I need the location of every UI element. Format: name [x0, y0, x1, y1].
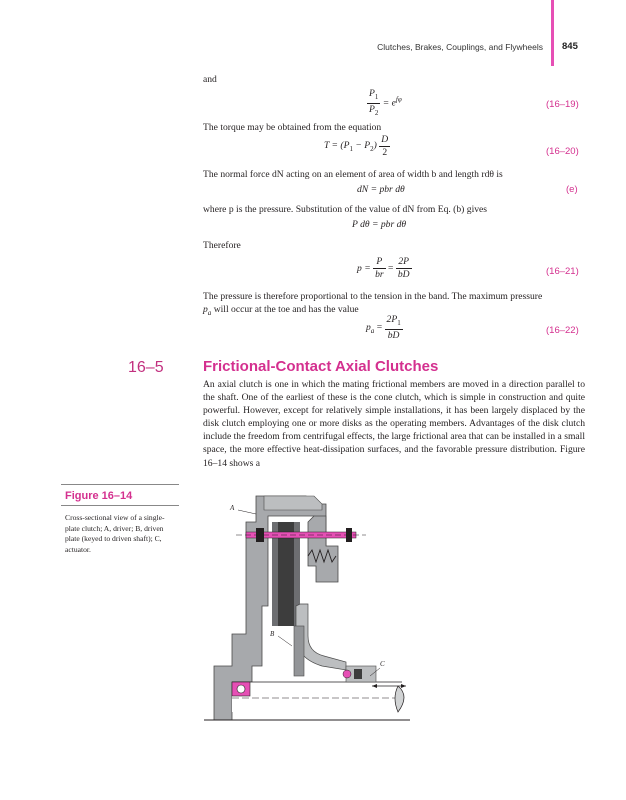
hub-web	[294, 626, 304, 676]
label-c: C	[380, 660, 385, 668]
figure-label-rule	[61, 505, 179, 506]
equation-16-20: $T = (P_1 - P_2)$ $\frac{D}{2}$	[324, 134, 389, 158]
eq-number-16-19: (16–19)	[546, 99, 579, 110]
equation-16-19: $\frac{P_1}{P_2}$ = $e^{f\varphi}$	[369, 88, 402, 117]
text-pa: $p_a$ will occur at the toe and has the value	[203, 304, 359, 317]
equation-16-21: p = $\frac{P}{br}$ = $\frac{2P}{bD}$	[357, 256, 410, 280]
eq-16-22-fraction: $\frac{2P_1}{bD}$	[386, 314, 401, 341]
eq-number-16-21: (16–21)	[546, 266, 579, 277]
actuator-bearing-pink	[343, 670, 351, 678]
eq-16-21-fraction-1: $\frac{P}{br}$	[375, 256, 384, 280]
equation-16-22: $p_a$ = $\frac{2P_1}{bD}$	[366, 314, 401, 341]
eq-16-20-fraction: $\frac{D}{2}$	[381, 134, 389, 158]
clutch-cross-section-figure	[196, 486, 420, 732]
running-title: Clutches, Brakes, Couplings, and Flywheels	[377, 42, 543, 52]
text-normal-force: The normal force dN acting on an element of area of width b and length rdθ is	[203, 169, 503, 180]
label-b: B	[270, 630, 275, 638]
eq-number-e: (e)	[566, 184, 578, 195]
section-number: 16–5	[128, 359, 164, 376]
pressure-plate	[308, 516, 338, 582]
section-title: Frictional-Contact Axial Clutches	[203, 358, 439, 375]
eq-16-21-fraction-2: $\frac{2P}{bD}$	[397, 256, 410, 280]
header-accent-rule	[551, 0, 554, 66]
eq-number-16-20: (16–20)	[546, 146, 579, 157]
text-proportional: The pressure is therefore proportional to the tension in the band. The maximum pressure	[203, 291, 543, 302]
text-and: and	[203, 74, 217, 85]
shaft-end	[395, 686, 404, 712]
page-number: 845	[562, 41, 578, 52]
equation-e: dN = pbr dθ	[357, 184, 405, 195]
housing-top-flange	[264, 496, 322, 510]
text-therefore: Therefore	[203, 240, 241, 251]
label-a: A	[230, 504, 235, 512]
figure-label: Figure 16–14	[65, 490, 133, 502]
actuator-bearing	[354, 669, 362, 679]
eq-16-19-fraction: $\frac{P_1}{P_2}$	[369, 88, 379, 117]
figure-top-rule	[61, 484, 179, 485]
leader-a	[238, 510, 256, 514]
text-torque: The torque may be obtained from the equation	[203, 122, 382, 133]
figure-caption: Cross-sectional view of a single-plate clutch; A, driver; B, driven plate (keyed to driven shaft); C, actuator.	[65, 513, 165, 554]
left-bearing-ball	[237, 685, 245, 693]
section-paragraph: An axial clutch is one in which the mating frictional members are moved in a direction parallel to the shaft. One of the earliest of these is the cone clutch, which is simple in construction and quite powerful. However, except for relatively simple installations, it has been largely displaced by the disk clutch employing one or more disks as the operating members. Advantages of the disk clutch include the freedom from centrifugal effects, the large frictional area that can be installed in a small space, the more effective heat-dissipation surfaces, and the favorable pressure distribution. Figure 16–14 shows a	[203, 379, 585, 469]
leader-b	[278, 636, 292, 646]
equation-p-dtheta: P dθ = pbr dθ	[352, 219, 407, 230]
actuator-arrow-head-right	[401, 684, 406, 688]
eq-number-16-22: (16–22)	[546, 325, 579, 336]
text-pressure: where p is the pressure. Substitution of the value of dN from Eq. (b) gives	[203, 204, 488, 215]
